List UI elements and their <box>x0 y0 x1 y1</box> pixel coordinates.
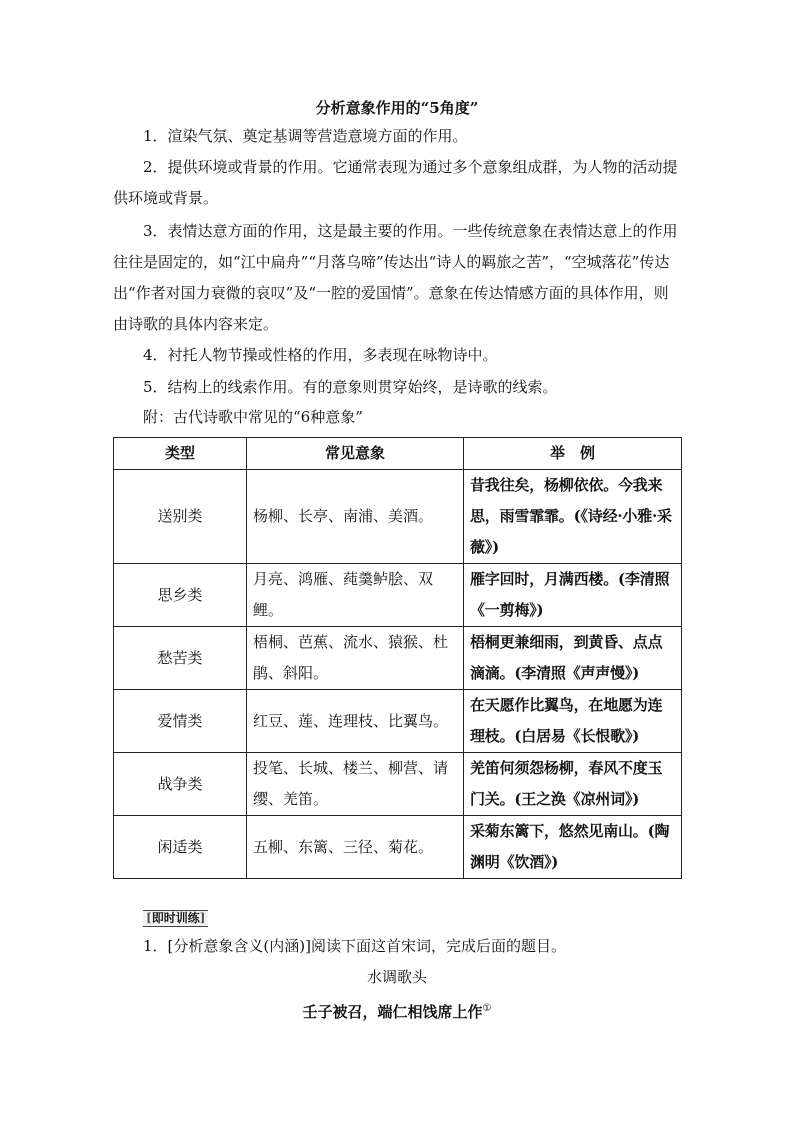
poem-subtitle-line <box>0 993 794 1028</box>
point-3: 3．表情达意方面的作用，这是最主要的作用。一些传统意象在表情达意上的作用往往是固定的，如“江中扁舟”“月落乌啼”传达出“诗人的羁旅之苦”，“空城落花”传达出“作者对国力衰微的哀叹”及“一腔的爱国情”。意象在传达情感方面的具体作用，则由诗歌的具体内容来定。 <box>113 222 678 333</box>
table-row <box>114 564 682 627</box>
practice-badge: [即时训练] <box>143 910 208 927</box>
table-header-row <box>114 438 682 470</box>
header-example: 举 例 <box>464 438 682 470</box>
table-row <box>114 753 682 816</box>
practice-badge-label: 即时训练 <box>151 911 200 925</box>
point-1: 1．渲染气氛、奠定基调等营造意境方面的作用。 <box>143 127 468 145</box>
point-5: 5．结构上的线索作用。有的意象则贯穿始终，是诗歌的线索。 <box>143 378 558 396</box>
table-row <box>114 816 682 879</box>
table-row <box>114 470 682 564</box>
row-imagery: 杨柳、长亭、南浦、美酒。 <box>247 470 464 564</box>
row-type: 送别类 <box>114 470 247 564</box>
footnote-mark: ① <box>482 1003 492 1014</box>
row-example: 梧桐更兼细雨，到黄昏、点点滴滴。(李清照《声声慢》) <box>464 627 682 690</box>
row-type: 闲适类 <box>114 816 247 879</box>
row-type: 战争类 <box>114 753 247 816</box>
appendix-title: 附：古代诗歌中常见的“6种意象” <box>143 408 363 426</box>
row-example: 羌笛何须怨杨柳，春风不度玉门关。(王之涣《凉州词》) <box>464 753 682 816</box>
row-imagery: 投笔、长城、楼兰、柳营、请缨、羌笛。 <box>247 753 464 816</box>
poem-title: 水调歌头 <box>366 968 427 986</box>
section-heading: 分析意象作用的“5角度” <box>315 99 479 117</box>
row-imagery: 五柳、东篱、三径、菊花。 <box>247 816 464 879</box>
row-type: 愁苦类 <box>114 627 247 690</box>
row-example: 采菊东篱下，悠然见南山。(陶渊明《饮酒》) <box>464 816 682 879</box>
row-example: 雁字回时，月满西楼。(李清照《一剪梅》) <box>464 564 682 627</box>
row-imagery: 月亮、鸿雁、莼羹鲈脍、双鲤。 <box>247 564 464 627</box>
table-row <box>114 627 682 690</box>
header-type: 类型 <box>114 438 247 470</box>
row-example: 在天愿作比翼鸟，在地愿为连理枝。(白居易《长恨歌》) <box>464 690 682 753</box>
table-row <box>114 690 682 753</box>
question-1: 1．[分析意象含义(内涵)]阅读下面这首宋词，完成后面的题目。 <box>143 937 566 955</box>
imagery-table <box>113 437 682 879</box>
row-imagery: 红豆、莲、连理枝、比翼鸟。 <box>247 690 464 753</box>
point-4: 4．衬托人物节操或性格的作用，多表现在咏物诗中。 <box>143 346 498 364</box>
row-example: 昔我往矣，杨柳依依。今我来思，雨雪霏霏。(《诗经·小雅·采薇》) <box>464 470 682 564</box>
point-2: 2．提供环境或背景的作用。它通常表现为通过多个意象组成群，为人物的活动提供环境或背景。 <box>113 158 678 207</box>
row-imagery: 梧桐、芭蕉、流水、猿猴、杜鹃、斜阳。 <box>247 627 464 690</box>
row-type: 爱情类 <box>114 690 247 753</box>
row-type: 思乡类 <box>114 564 247 627</box>
poem-subtitle: 壬子被召，端仁相饯席上作 <box>302 1003 483 1021</box>
header-imagery: 常见意象 <box>247 438 464 470</box>
